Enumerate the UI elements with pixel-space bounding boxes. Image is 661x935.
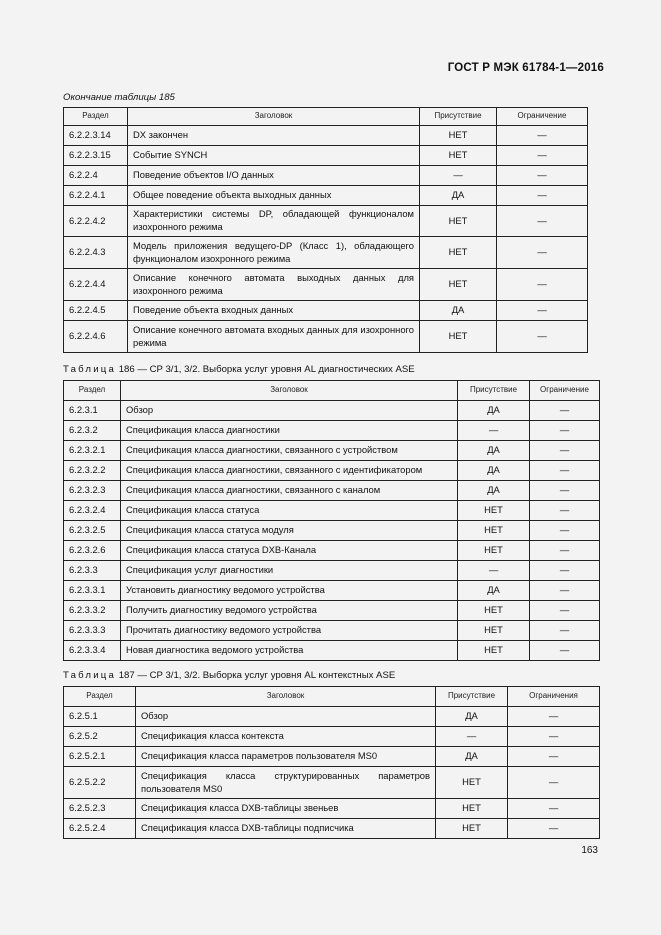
presence-cell: ДА — [458, 401, 530, 421]
heading-cell: Обзор — [136, 707, 436, 727]
column-header: Заголовок — [121, 381, 458, 401]
heading-cell: Спецификация класса диагностики, связанного с каналом — [121, 481, 458, 501]
heading-cell: Описание конечного автомата входных данных для изохронного режима — [128, 321, 420, 353]
page-number: 163 — [581, 845, 598, 856]
heading-cell: Характеристики системы DP, обладающей функционалом изохронного режима — [128, 206, 420, 237]
heading-cell: Спецификация класса контекста — [136, 727, 436, 747]
heading-cell: Установить диагностику ведомого устройства — [121, 581, 458, 601]
restriction-cell: — — [497, 126, 588, 146]
presence-cell: НЕТ — [436, 767, 508, 799]
presence-cell: НЕТ — [458, 601, 530, 621]
section-number-cell: 6.2.2.4.3 — [64, 237, 128, 269]
table-row — [64, 321, 588, 353]
heading-cell: Событие SYNCH — [128, 146, 420, 166]
presence-cell: — — [458, 561, 530, 581]
restriction-cell: — — [497, 237, 588, 269]
restriction-cell: — — [497, 301, 588, 321]
heading-cell: Обзор — [121, 401, 458, 421]
table-186-caption-title: 186 — CP 3/1, 3/2. Выборка услуг уровня AL диагностических ASE — [118, 364, 415, 375]
section-number-cell: 6.2.5.1 — [64, 707, 136, 727]
table-row — [64, 421, 600, 441]
presence-cell: ДА — [458, 481, 530, 501]
section-number-cell: 6.2.3.2.3 — [64, 481, 121, 501]
section-number-cell: 6.2.3.2.5 — [64, 521, 121, 541]
section-number-cell: 6.2.5.2.1 — [64, 747, 136, 767]
table-row — [64, 166, 588, 186]
restriction-cell: — — [530, 621, 600, 641]
heading-cell: Поведение объекта входных данных — [128, 301, 420, 321]
heading-cell: Поведение объектов I/O данных — [128, 166, 420, 186]
section-number-cell: 6.2.5.2.4 — [64, 819, 136, 839]
presence-cell: НЕТ — [420, 206, 497, 237]
table-row — [64, 461, 600, 481]
presence-cell: НЕТ — [420, 126, 497, 146]
section-number-cell: 6.2.3.1 — [64, 401, 121, 421]
section-number-cell: 6.2.3.3.1 — [64, 581, 121, 601]
section-number-cell: 6.2.2.3.14 — [64, 126, 128, 146]
restriction-cell: — — [497, 206, 588, 237]
table-row — [64, 237, 588, 269]
restriction-cell: — — [530, 441, 600, 461]
presence-cell: — — [436, 727, 508, 747]
section-number-cell: 6.2.2.4 — [64, 166, 128, 186]
heading-cell: Описание конечного автомата выходных данных для изохронного режима — [128, 269, 420, 301]
heading-cell: Спецификация класса DXB-таблицы подписчика — [136, 819, 436, 839]
column-header: Заголовок — [128, 108, 420, 126]
restriction-cell: — — [497, 186, 588, 206]
table-row — [64, 747, 600, 767]
presence-cell: ДА — [420, 301, 497, 321]
table-row — [64, 767, 600, 799]
standard-designation: ГОСТ Р МЭК 61784-1—2016 — [447, 62, 604, 74]
table-row — [64, 601, 600, 621]
table-row — [64, 707, 600, 727]
presence-cell: НЕТ — [420, 269, 497, 301]
column-header: Раздел — [64, 687, 136, 707]
restriction-cell: — — [530, 501, 600, 521]
presence-cell: НЕТ — [420, 237, 497, 269]
restriction-cell: — — [508, 707, 600, 727]
table-row — [64, 727, 600, 747]
section-number-cell: 6.2.3.2.1 — [64, 441, 121, 461]
restriction-cell: — — [508, 819, 600, 839]
table-187-caption — [63, 670, 395, 681]
table-187-caption-title: 187 — CP 3/1, 3/2. Выборка услуг уровня AL контекстных ASE — [118, 670, 396, 681]
table-185 — [63, 107, 588, 353]
section-number-cell: 6.2.2.4.5 — [64, 301, 128, 321]
heading-cell: Спецификация класса DXB-таблицы звеньев — [136, 799, 436, 819]
table-row — [64, 481, 600, 501]
section-number-cell: 6.2.2.4.4 — [64, 269, 128, 301]
heading-cell: Спецификация класса статуса — [121, 501, 458, 521]
section-number-cell: 6.2.5.2.2 — [64, 767, 136, 799]
section-number-cell: 6.2.2.4.1 — [64, 186, 128, 206]
column-header: Ограничения — [508, 687, 600, 707]
section-number-cell: 6.2.2.3.15 — [64, 146, 128, 166]
restriction-cell: — — [497, 146, 588, 166]
restriction-cell: — — [508, 727, 600, 747]
column-header: Заголовок — [136, 687, 436, 707]
heading-cell: Спецификация услуг диагностики — [121, 561, 458, 581]
restriction-cell: — — [508, 767, 600, 799]
presence-cell: ДА — [436, 747, 508, 767]
table-row — [64, 441, 600, 461]
presence-cell: НЕТ — [458, 641, 530, 661]
table-185-caption: Окончание таблицы 185 — [63, 92, 175, 103]
presence-cell: — — [458, 421, 530, 441]
table-row — [64, 126, 588, 146]
presence-cell: ДА — [436, 707, 508, 727]
presence-cell: НЕТ — [420, 146, 497, 166]
section-number-cell: 6.2.3.3.4 — [64, 641, 121, 661]
presence-cell: ДА — [420, 186, 497, 206]
table-186-caption — [63, 364, 415, 375]
table-row — [64, 819, 600, 839]
table-186-caption-word: Таблица — [63, 364, 117, 375]
section-number-cell: 6.2.5.2.3 — [64, 799, 136, 819]
table-187-caption-word: Таблица — [63, 670, 117, 681]
section-number-cell: 6.2.3.3.3 — [64, 621, 121, 641]
section-number-cell: 6.2.3.2 — [64, 421, 121, 441]
table-row — [64, 269, 588, 301]
section-number-cell: 6.2.3.3 — [64, 561, 121, 581]
section-number-cell: 6.2.3.2.4 — [64, 501, 121, 521]
heading-cell: Прочитать диагностику ведомого устройства — [121, 621, 458, 641]
restriction-cell: — — [508, 747, 600, 767]
restriction-cell: — — [530, 561, 600, 581]
table-row — [64, 621, 600, 641]
column-header: Ограничение — [497, 108, 588, 126]
presence-cell: ДА — [458, 461, 530, 481]
column-header: Присутствие — [458, 381, 530, 401]
section-number-cell: 6.2.2.4.2 — [64, 206, 128, 237]
restriction-cell: — — [530, 601, 600, 621]
column-header: Присутствие — [436, 687, 508, 707]
presence-cell: НЕТ — [436, 819, 508, 839]
section-number-cell: 6.2.3.3.2 — [64, 601, 121, 621]
heading-cell: DX закончен — [128, 126, 420, 146]
table-186 — [63, 380, 600, 661]
section-number-cell: 6.2.3.2.2 — [64, 461, 121, 481]
section-number-cell: 6.2.2.4.6 — [64, 321, 128, 353]
presence-cell: НЕТ — [458, 501, 530, 521]
table-row — [64, 799, 600, 819]
heading-cell: Спецификация класса статуса модуля — [121, 521, 458, 541]
presence-cell: НЕТ — [458, 541, 530, 561]
heading-cell: Спецификация класса статуса DXB-Канала — [121, 541, 458, 561]
section-number-cell: 6.2.5.2 — [64, 727, 136, 747]
restriction-cell: — — [508, 799, 600, 819]
column-header: Раздел — [64, 381, 121, 401]
table-row — [64, 581, 600, 601]
column-header: Ограничение — [530, 381, 600, 401]
column-header: Раздел — [64, 108, 128, 126]
presence-cell: НЕТ — [436, 799, 508, 819]
heading-cell: Общее поведение объекта выходных данных — [128, 186, 420, 206]
restriction-cell: — — [497, 269, 588, 301]
restriction-cell: — — [530, 541, 600, 561]
heading-cell: Спецификация класса диагностики — [121, 421, 458, 441]
restriction-cell: — — [530, 421, 600, 441]
restriction-cell: — — [530, 461, 600, 481]
table-row — [64, 501, 600, 521]
table-row — [64, 206, 588, 237]
presence-cell: НЕТ — [458, 621, 530, 641]
presence-cell: — — [420, 166, 497, 186]
table-row — [64, 146, 588, 166]
section-number-cell: 6.2.3.2.6 — [64, 541, 121, 561]
restriction-cell: — — [530, 641, 600, 661]
heading-cell: Спецификация класса параметров пользователя MS0 — [136, 747, 436, 767]
restriction-cell: — — [497, 166, 588, 186]
table-row — [64, 186, 588, 206]
restriction-cell: — — [530, 521, 600, 541]
table-row — [64, 541, 600, 561]
table-row — [64, 401, 600, 421]
presence-cell: НЕТ — [458, 521, 530, 541]
heading-cell: Модель приложения ведущего-DP (Класс 1), обладающего функционалом изохронного режима — [128, 237, 420, 269]
restriction-cell: — — [530, 481, 600, 501]
heading-cell: Новая диагностика ведомого устройства — [121, 641, 458, 661]
restriction-cell: — — [530, 581, 600, 601]
column-header: Присутствие — [420, 108, 497, 126]
heading-cell: Спецификация класса диагностики, связанного с устройством — [121, 441, 458, 461]
table-row — [64, 561, 600, 581]
presence-cell: ДА — [458, 581, 530, 601]
restriction-cell: — — [497, 321, 588, 353]
presence-cell: НЕТ — [420, 321, 497, 353]
table-row — [64, 641, 600, 661]
heading-cell: Спецификация класса структурированных параметров пользователя MS0 — [136, 767, 436, 799]
restriction-cell: — — [530, 401, 600, 421]
heading-cell: Получить диагностику ведомого устройства — [121, 601, 458, 621]
heading-cell: Спецификация класса диагностики, связанного с идентификатором — [121, 461, 458, 481]
presence-cell: ДА — [458, 441, 530, 461]
table-row — [64, 521, 600, 541]
table-187 — [63, 686, 600, 839]
table-row — [64, 301, 588, 321]
